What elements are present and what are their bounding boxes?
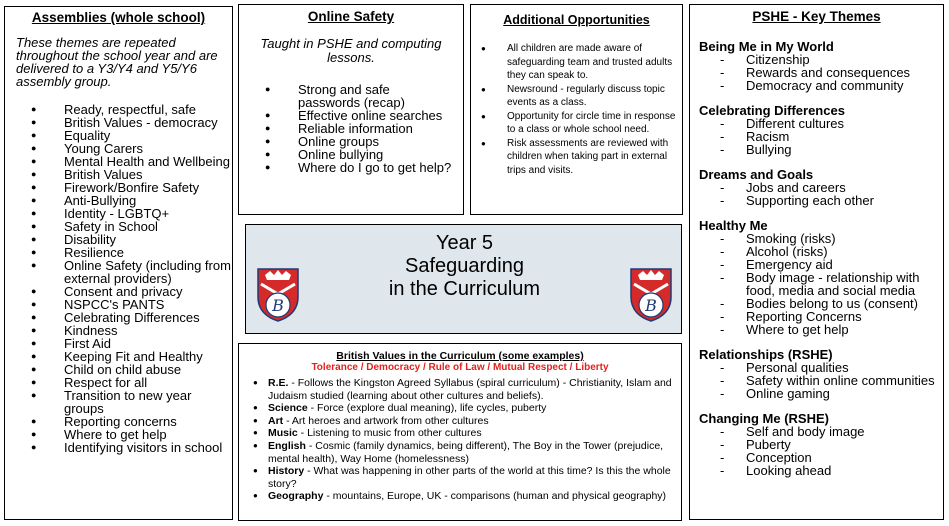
pshe-section-list — [699, 53, 943, 92]
list-item: - Online gaming — [699, 387, 937, 400]
list-item: ● Firework/Bonfire Safety — [31, 181, 231, 194]
list-item: - Safety within online communities — [699, 374, 937, 387]
list-item: ● British Values — [31, 168, 231, 181]
subject-label: Geography — [268, 490, 324, 503]
list-item: ● Identity - LGBTQ+ — [31, 207, 231, 220]
british-values-item — [253, 402, 673, 415]
subject-label: History — [268, 465, 305, 478]
list-item: ● Ready, respectful, safe — [31, 103, 231, 116]
list-item: ● Effective online searches — [265, 109, 453, 122]
pshe-section-list — [699, 181, 943, 207]
list-item: - Emergency aid — [699, 258, 937, 271]
banner-line-curriculum: in the Curriculum — [388, 278, 541, 300]
pshe-section — [699, 104, 943, 156]
list-item: ● All children are made aware of safeguarding team and trusted adults they can speak to. — [481, 42, 677, 83]
pshe-section-list — [699, 232, 943, 336]
list-item: - Bodies belong to us (consent) — [699, 297, 937, 310]
online-safety-intro: Taught in PSHE and computing lessons. — [260, 36, 442, 65]
pshe-section-list — [699, 117, 943, 156]
subject-description: - Cosmic (family dynamics, being different), The Boy in the Tower (prejudice, mental health), Way Home (homelessness) — [268, 439, 664, 465]
list-item: ● Resilience — [31, 246, 231, 259]
pshe-section — [699, 219, 943, 336]
list-item: ● Anti-Bullying — [31, 194, 231, 207]
list-item: ● Disability — [31, 233, 231, 246]
list-item: ● Young Carers — [31, 142, 231, 155]
subject-description: - Force (explore dual meaning), life cycles, puberty — [307, 402, 547, 415]
list-item: ● Mental Health and Wellbeing — [31, 155, 231, 168]
british-values-item — [253, 427, 673, 440]
list-item: - Conception — [699, 451, 937, 464]
list-item: - Puberty — [699, 438, 937, 451]
list-item: - Rewards and consequences — [699, 66, 937, 79]
subject-label: R.E. — [268, 377, 289, 389]
list-item: ● Keeping Fit and Healthy — [31, 350, 231, 363]
british-values-item — [253, 465, 673, 490]
list-item: ● Safety in School — [31, 220, 231, 233]
banner-heading — [336, 232, 593, 301]
british-values-item — [253, 377, 673, 402]
list-item: - Racism — [699, 130, 937, 143]
pshe-section-title: Healthy Me — [699, 218, 768, 233]
assemblies-list — [31, 103, 232, 454]
subject-description: - mountains, Europe, UK - comparisons (human and physical geography) — [323, 490, 667, 503]
list-item: ● Equality — [31, 129, 231, 142]
subject-description: - Follows the Kingston Agreed Syllabus (spiral curriculum) - Christianity, Islam and Judaism studied (learning about other cultures and beliefs). — [268, 377, 672, 402]
list-item: - Citizenship — [699, 53, 937, 66]
list-item: - Democracy and community — [699, 79, 937, 92]
additional-opportunities-panel — [470, 4, 683, 215]
british-values-item — [253, 490, 673, 503]
list-item: - Jobs and careers — [699, 181, 937, 194]
school-crest-logo — [629, 267, 673, 322]
pshe-section — [699, 40, 943, 92]
pshe-section-title: Relationships (RSHE) — [699, 347, 833, 362]
banner-line-year: Year 5 — [435, 232, 494, 254]
pshe-sections — [699, 40, 943, 477]
online-safety-list — [265, 83, 463, 174]
pshe-section — [699, 412, 943, 477]
title-banner — [245, 224, 682, 334]
list-item: ● Where to get help — [31, 428, 231, 441]
assemblies-title: Assemblies (whole school) — [31, 10, 206, 25]
list-item: - Where to get help — [699, 323, 937, 336]
online-safety-panel — [238, 4, 464, 215]
svg-text:B: B — [645, 296, 657, 315]
pshe-title: PSHE - Key Themes — [752, 9, 881, 24]
list-item: ● Online groups — [265, 135, 453, 148]
list-item: ● Transition to new year groups — [31, 389, 231, 415]
list-item: - Body image - relationship with food, media and social media — [699, 271, 937, 297]
banner-line-safeguarding: Safeguarding — [405, 255, 524, 277]
pshe-section — [699, 168, 943, 207]
subject-label: Music — [268, 427, 298, 440]
list-item: ● Risk assessments are reviewed with children when taking part in external trips and visits. — [481, 137, 677, 178]
list-item: ● Child on child abuse — [31, 363, 231, 376]
list-item: - Self and body image — [699, 425, 937, 438]
list-item: - Smoking (risks) — [699, 232, 937, 245]
british-values-item — [253, 415, 673, 428]
british-values-title: British Values in the Curriculum (some examples) — [336, 350, 584, 362]
list-item: ● Online bullying — [265, 148, 453, 161]
list-item: ● Kindness — [31, 324, 231, 337]
list-item: ● Opportunity for circle time in response to a class or whole school need. — [481, 110, 677, 137]
pshe-section — [699, 348, 943, 400]
list-item: - Bullying — [699, 143, 937, 156]
list-item: ● Consent and privacy — [31, 285, 231, 298]
assemblies-panel — [4, 6, 233, 520]
list-item: - Alcohol (risks) — [699, 245, 937, 258]
list-item: ● Respect for all — [31, 376, 231, 389]
list-item: - Reporting Concerns — [699, 310, 937, 323]
pshe-section-title: Dreams and Goals — [699, 167, 814, 182]
pshe-section-title: Being Me in My World — [699, 39, 834, 54]
additional-opportunities-title: Additional Opportunities — [503, 13, 650, 27]
pshe-section-list — [699, 361, 943, 400]
list-item: ● First Aid — [31, 337, 231, 350]
subject-description: - Art heroes and artwork from other cultures — [283, 414, 489, 427]
british-values-list — [253, 377, 681, 503]
list-item: ● Celebrating Differences — [31, 311, 231, 324]
subject-description: - Listening to music from other cultures — [297, 427, 482, 440]
list-item: - Supporting each other — [699, 194, 937, 207]
subject-label: English — [268, 439, 306, 452]
subject-label: Science — [268, 402, 308, 415]
online-safety-title: Online Safety — [307, 9, 395, 24]
subject-label: Art — [268, 414, 284, 427]
assemblies-intro: These themes are repeated throughout the school year and are delivered to a Y3/Y4 and Y5/Y6 assembly group. — [16, 35, 218, 89]
additional-opportunities-list — [481, 42, 682, 177]
pshe-section-title: Celebrating Differences — [699, 103, 845, 118]
british-values-subtitle: Tolerance / Democracy / Rule of Law / Mutual Respect / Liberty — [311, 362, 609, 373]
list-item: ● Newsround - regularly discuss topic events as a class. — [481, 83, 677, 110]
list-item: - Personal qualities — [699, 361, 937, 374]
school-crest-logo — [256, 267, 300, 322]
list-item: ● Where do I go to get help? — [265, 161, 453, 174]
british-values-panel — [238, 343, 682, 521]
list-item: ● Online Safety (including from external providers) — [31, 259, 231, 285]
list-item: - Different cultures — [699, 117, 937, 130]
svg-text:B: B — [272, 296, 284, 315]
pshe-panel — [689, 4, 944, 520]
list-item: - Looking ahead — [699, 464, 937, 477]
list-item: ● Reliable information — [265, 122, 453, 135]
list-item: ● Strong and safe passwords (recap) — [265, 83, 453, 109]
british-values-item — [253, 440, 673, 465]
list-item: ● NSPCC's PANTS — [31, 298, 231, 311]
list-item: ● Identifying visitors in school — [31, 441, 231, 454]
list-item: ● Reporting concerns — [31, 415, 231, 428]
pshe-section-list — [699, 425, 943, 477]
pshe-section-title: Changing Me (RSHE) — [699, 411, 829, 426]
list-item: ● British Values - democracy — [31, 116, 231, 129]
subject-description: - What was happening in other parts of the world at this time? Is this the whole story? — [268, 465, 671, 490]
